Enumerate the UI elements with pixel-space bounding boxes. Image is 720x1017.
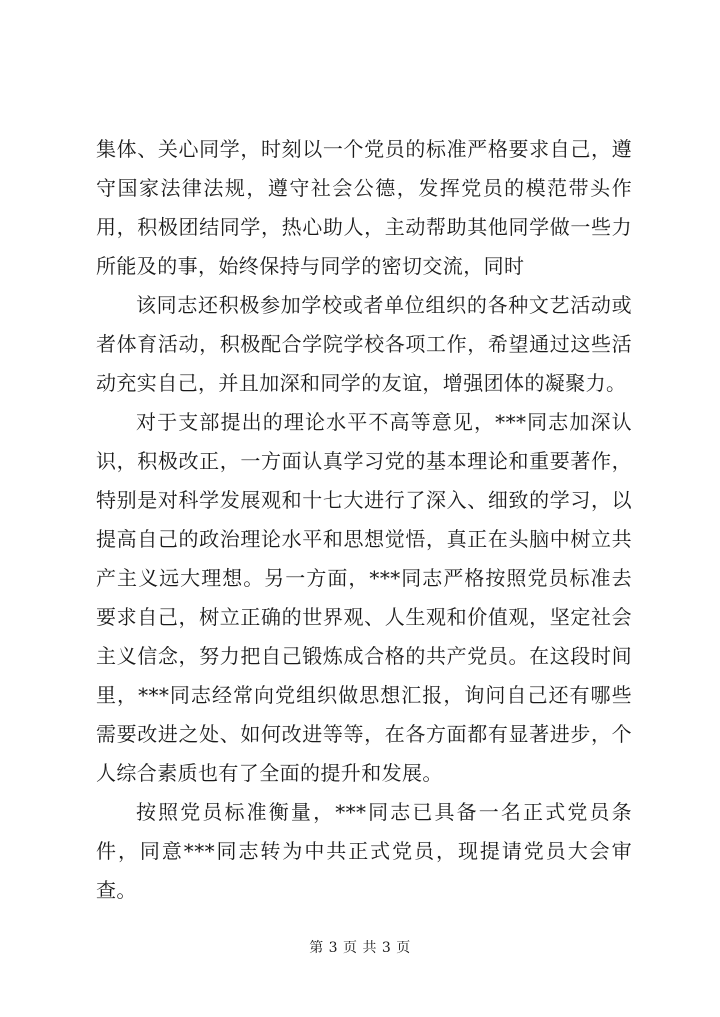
paragraph-conclusion: 按照党员标准衡量，***同志已具备一名正式党员条件，同意***同志转为中共正式党员，现提请党员大会审查。 (96, 800, 632, 902)
paragraph-activities: 该同志还积极参加学校或者单位组织的各种文艺活动或者体育活动，积极配合学院学校各项工作，希望通过这些活动充实自己，并且加深和同学的友谊，增强团体的凝聚力。 (96, 293, 632, 395)
paragraph-continuation: 集体、关心同学，时刻以一个党员的标准严格要求自己，遵守国家法律法规，遵守社会公德，发挥党员的模范带头作用，积极团结同学，热心助人，主动帮助其他同学做一些力所能及的事，始终保持与同学的密切交流，同时 (96, 137, 632, 278)
document-body (96, 130, 632, 910)
page-number-footer: 第 3 页 共 3 页 (309, 940, 411, 956)
paragraph-improvement: 对于支部提出的理论水平不高等意见，***同志加深认识，积极改正，一方面认真学习党的基本理论和重要著作，特别是对科学发展观和十七大进行了深入、细致的学习，以提高自己的政治理论水平和思想觉悟，真正在头脑中树立共产主义远大理想。另一方面，***同志严格按照党员标准去要求自己，树立正确的世界观、人生观和价值观，坚定社会主义信念，努力把自己锻炼成合格的共产党员。在这段时间里，***同志经常向党组织做思想汇报，询问自己还有哪些需要改进之处、如何改进等等，在各方面都有显著进步，个人综合素质也有了全面的提升和发展。 (96, 410, 632, 785)
